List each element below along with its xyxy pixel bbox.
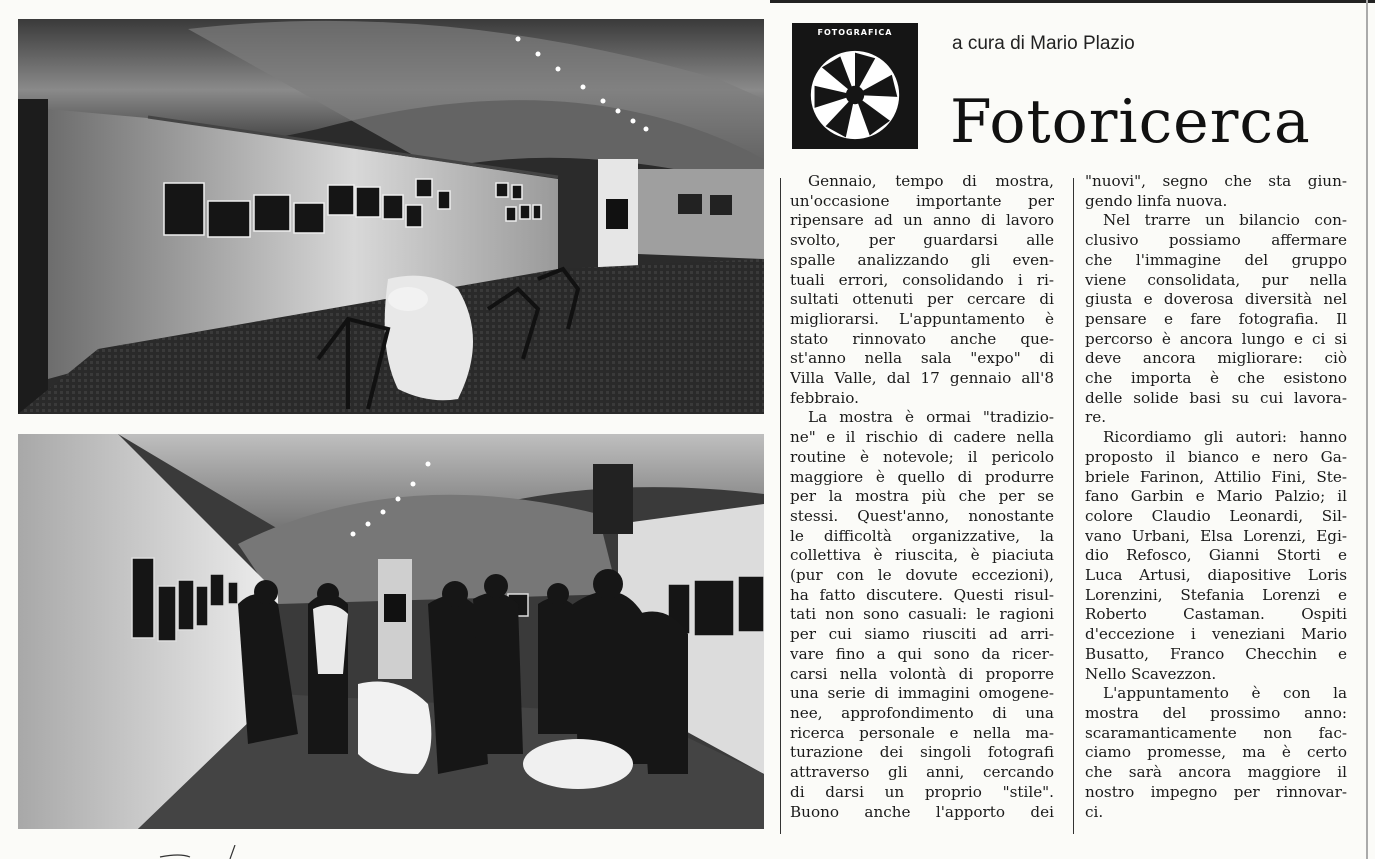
page-title: Fotoricerca — [950, 87, 1311, 157]
column-rule-left — [780, 178, 781, 834]
article-line: ci. — [1085, 802, 1104, 821]
article-line: Busatto, Franco Checchin e — [1085, 644, 1347, 663]
article-line: (pur con le dovute eccezioni), — [790, 566, 1054, 585]
article-line: re. — [1085, 408, 1107, 427]
article-line: dio Refosco, Gianni Storti e — [1085, 546, 1347, 565]
exhibition-hall-empty-photo — [18, 19, 764, 414]
article-line: Gennaio, tempo di mostra, — [808, 172, 1054, 190]
article-line: pensare e fare fotografia. Il — [1085, 309, 1347, 328]
top-rule — [770, 0, 1375, 3]
article-line: per cui siamo riusciti ad arri- — [790, 625, 1054, 644]
article-line: gendo linfa nuova. — [1085, 191, 1228, 210]
article-line: d'eccezione i veneziani Mario — [1085, 625, 1347, 644]
article-line: collettiva è riuscita, è piaciuta — [790, 546, 1054, 565]
article-line: svolto, per guardarsi alle — [790, 231, 1054, 250]
article-line: percorso è ancora lungo e ci si — [1085, 329, 1347, 348]
logo-caption: FOTOGRAFICA — [817, 28, 893, 37]
article-line: nee, approfondimento di una — [790, 703, 1054, 722]
article-line: briele Farinon, Attilio Fini, Ste- — [1085, 467, 1347, 486]
article-line: ripensare ad un anno di lavoro — [790, 211, 1054, 230]
article-line: ricerca personale e nella ma- — [790, 723, 1054, 742]
article-line: che sarà ancora maggiore il — [1085, 763, 1347, 782]
article-line: Buono anche l'apporto dei — [790, 802, 1054, 821]
article-line: che l'immagine del gruppo — [1085, 250, 1347, 269]
article-line: giusta e doverosa diversità nel — [1085, 290, 1347, 309]
article-line: deve ancora migliorare: ciò — [1085, 349, 1347, 368]
fotografica-logo — [792, 23, 918, 149]
article-line: le difficoltà organizzative, la — [790, 526, 1054, 545]
article-line: clusivo possiamo affermare — [1085, 231, 1347, 250]
article-line: febbraio. — [790, 388, 859, 407]
article-line: nostro impegno per rinnovar- — [1085, 782, 1347, 801]
article-line: Villa Valle, dal 17 gennaio all'8 — [790, 369, 1054, 388]
article-line: fano Garbin e Mario Palzio; il — [1085, 487, 1347, 506]
article-line: di darsi un proprio "stile". — [790, 782, 1054, 801]
article-line: sultati ottenuti per cercare di — [790, 290, 1054, 309]
article-line: una serie di immagini omogene- — [790, 684, 1054, 703]
article-line: che importa è che esistono — [1085, 369, 1347, 388]
article-line: proposto il bianco e nero Ga- — [1085, 447, 1347, 466]
article-line: scaramanticamente non fac- — [1085, 723, 1347, 742]
article-line: Roberto Castaman. Ospiti — [1085, 605, 1347, 624]
article-line: maggiore è quello di produrre — [790, 467, 1054, 486]
article-column-2 — [1085, 172, 1347, 842]
article-line: stato rinnovato anche que- — [790, 329, 1054, 348]
column-rule-middle — [1073, 178, 1074, 834]
article-line: tati non sono casuali: le ragioni — [790, 605, 1054, 624]
camera-aperture-icon — [809, 49, 901, 141]
article-line: stessi. Quest'anno, nonostante — [790, 506, 1054, 525]
article-line: turazione dei singoli fotografi — [790, 743, 1054, 762]
article-line: L'appuntamento è con la — [1103, 684, 1347, 703]
article-line: "nuovi", segno che sta giun- — [1085, 172, 1347, 190]
article-line: ha fatto discutere. Questi risul- — [790, 585, 1054, 604]
article-line: tuali errori, consolidando i ri- — [790, 270, 1054, 289]
article-line: per la mostra più che per se — [790, 487, 1054, 506]
article-column-1 — [790, 172, 1054, 842]
article-line: colore Claudio Leonardi, Sil- — [1085, 506, 1347, 525]
byline: a cura di Mario Plazio — [952, 33, 1135, 54]
article-line: carsi nella volontà di proporre — [790, 664, 1054, 683]
pen-mark — [150, 845, 250, 859]
article-line: spalle analizzando gli even- — [790, 250, 1054, 269]
article-line: Ricordiamo gli autori: hanno — [1103, 428, 1347, 447]
article-line: delle solide basi su cui lavora- — [1085, 388, 1347, 407]
article-line: La mostra è ormai "tradizio- — [808, 408, 1054, 427]
article-line: ciamo promesse, ma è certo — [1085, 743, 1347, 762]
article-line: Nello Scavezzon. — [1085, 664, 1217, 683]
article-line: routine è notevole; il pericolo — [790, 447, 1054, 466]
article-line: Nel trarre un bilancio con- — [1103, 211, 1347, 230]
page-edge-rule — [1366, 0, 1368, 859]
article-line: Luca Artusi, diapositive Loris — [1085, 566, 1347, 585]
article-line: un'occasione importante per — [790, 191, 1054, 210]
article-line: viene consolidata, pur nella — [1085, 270, 1347, 289]
article-line: attraverso gli anni, cercando — [790, 763, 1054, 782]
article-line: vare fino a qui sono da ricer- — [790, 644, 1054, 663]
article-line: ne" e il rischio di cadere nella — [790, 428, 1054, 447]
article-line: vano Urbani, Elsa Lorenzi, Egi- — [1085, 526, 1347, 545]
article-line: st'anno nella sala "expo" di — [790, 349, 1054, 368]
article-line: mostra del prossimo anno: — [1085, 703, 1347, 722]
article-line: Lorenzini, Stefania Lorenzi e — [1085, 585, 1347, 604]
exhibition-hall-visitors-photo — [18, 434, 764, 829]
article-line: migliorarsi. L'appuntamento è — [790, 309, 1054, 328]
